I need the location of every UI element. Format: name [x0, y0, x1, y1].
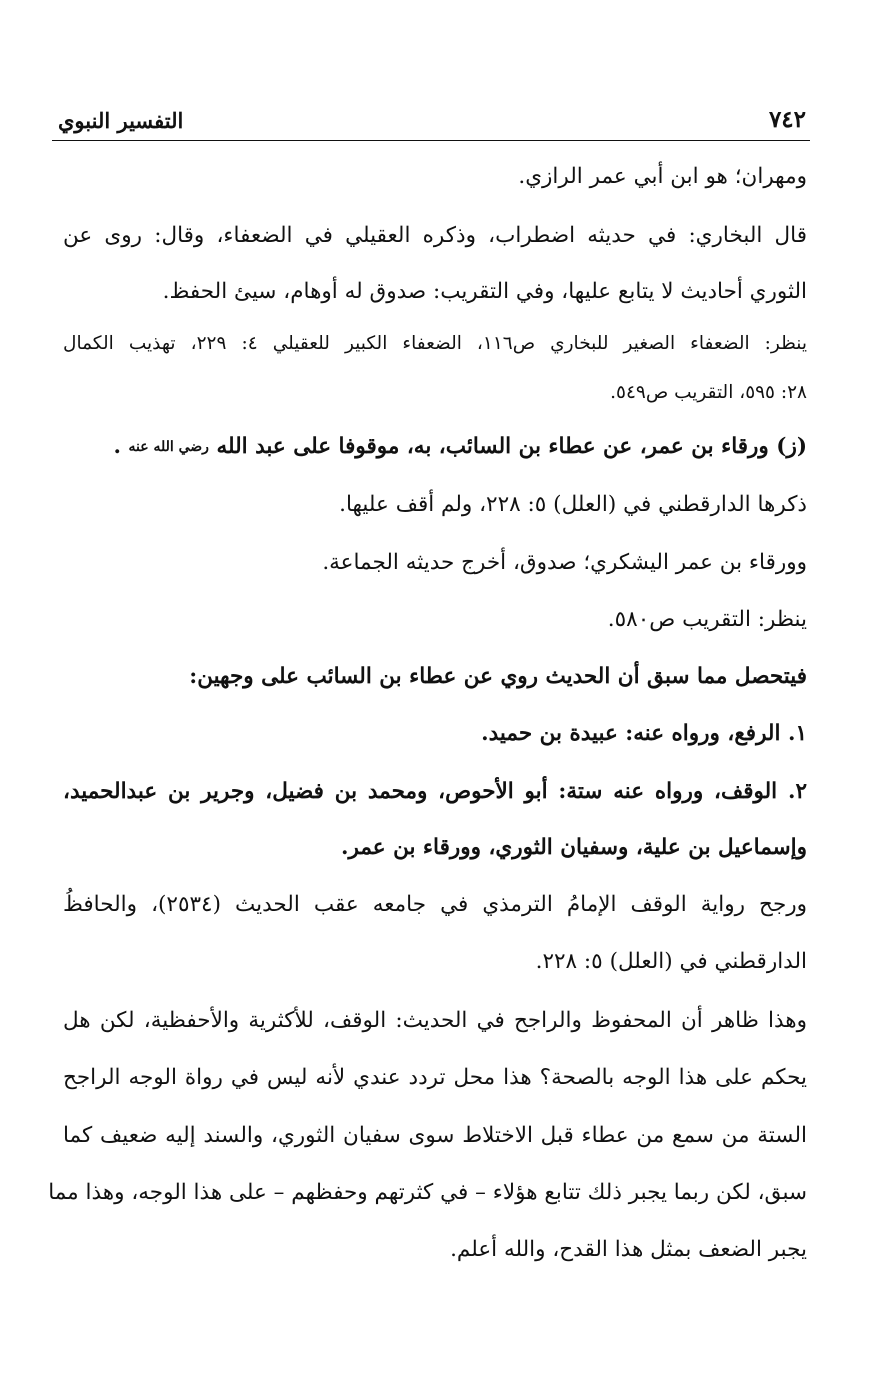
page-number: ٧٤٢: [768, 106, 806, 133]
text-line-1: ومهران؛ هو ابن أبي عمر الرازي.: [518, 164, 807, 189]
narration-heading: (ز) ورقاء بن عمر، عن عطاء بن السائب، به، موقوفا على عبد الله رضي الله عنه .: [113, 434, 807, 459]
text-line-19: سبق، لكن ربما يجبر ذلك تتابع هؤلاء – في كثرتهم وحفظهم – على هذا الوجه، وهذا مما: [48, 1180, 807, 1205]
list-item-1: ١. الرفع، ورواه عنه: عبيدة بن حميد.: [481, 721, 807, 746]
text-line-8: وورقاء بن عمر اليشكري؛ صدوق، أخرج حديثه الجماعة.: [322, 550, 807, 575]
list-item-2-continued: وإسماعيل بن علية، وسفيان الثوري، وورقاء بن عمر.: [340, 835, 807, 860]
note-line-2: ٢٨: ٥٩٥، التقريب ص٥٤٩.: [610, 382, 807, 403]
text-line-18: الستة من سمع من عطاء قبل الاختلاط سوى سفيان الثوري، والسند إليه ضعيف كما: [63, 1123, 807, 1148]
text-line-3: الثوري أحاديث لا يتابع عليها، وفي التقريب: صدوق له أوهام، سيئ الحفظ.: [162, 279, 807, 304]
narration-heading-text: (ز) ورقاء بن عمر، عن عطاء بن السائب، به، موقوفا على عبد الله: [216, 434, 807, 459]
note-line-1: ينظر: الضعفاء الصغير للبخاري ص١١٦، الضعفاء الكبير للعقيلي ٤: ٢٢٩، تهذيب الكمال: [63, 333, 808, 354]
text-line-7: ذكرها الدارقطني في (العلل) ٥: ٢٢٨، ولم أقف عليها.: [339, 492, 807, 517]
list-item-2: ٢. الوقف، ورواه عنه ستة: أبو الأحوص، ومحمد بن فضيل، وجرير بن عبدالحميد،: [63, 779, 807, 804]
text-line-15: الدارقطني في (العلل) ٥: ٢٢٨.: [535, 949, 807, 974]
page-header: [52, 106, 810, 141]
text-line-9: ينظر: التقريب ص٥٨٠.: [607, 607, 807, 632]
text-line-20: يجبر الضعف بمثل هذا القدح، والله أعلم.: [450, 1237, 807, 1262]
text-line-14: ورجح رواية الوقف الإمامُ الترمذي في جامعه عقب الحديث (٢٥٣٤)، والحافظُ: [63, 892, 807, 917]
running-title: التفسير النبوي: [58, 108, 184, 133]
text-line-17: يحكم على هذا الوجه بالصحة؟ هذا محل تردد عندي لأنه ليس في رواة الوجه الراجح: [63, 1065, 807, 1090]
text-line-16: وهذا ظاهر أن المحفوظ والراجح في الحديث: الوقف، للأكثرية والأحفظية، لكن هل: [63, 1008, 807, 1033]
text-line-2: قال البخاري: في حديثه اضطراب، وذكره العقيلي في الضعفاء، وقال: روى عن: [63, 223, 807, 248]
honorific-symbol: رضي الله عنه: [128, 439, 209, 455]
summary-intro: فيتحصل مما سبق أن الحديث روي عن عطاء بن السائب على وجهين:: [189, 664, 807, 689]
